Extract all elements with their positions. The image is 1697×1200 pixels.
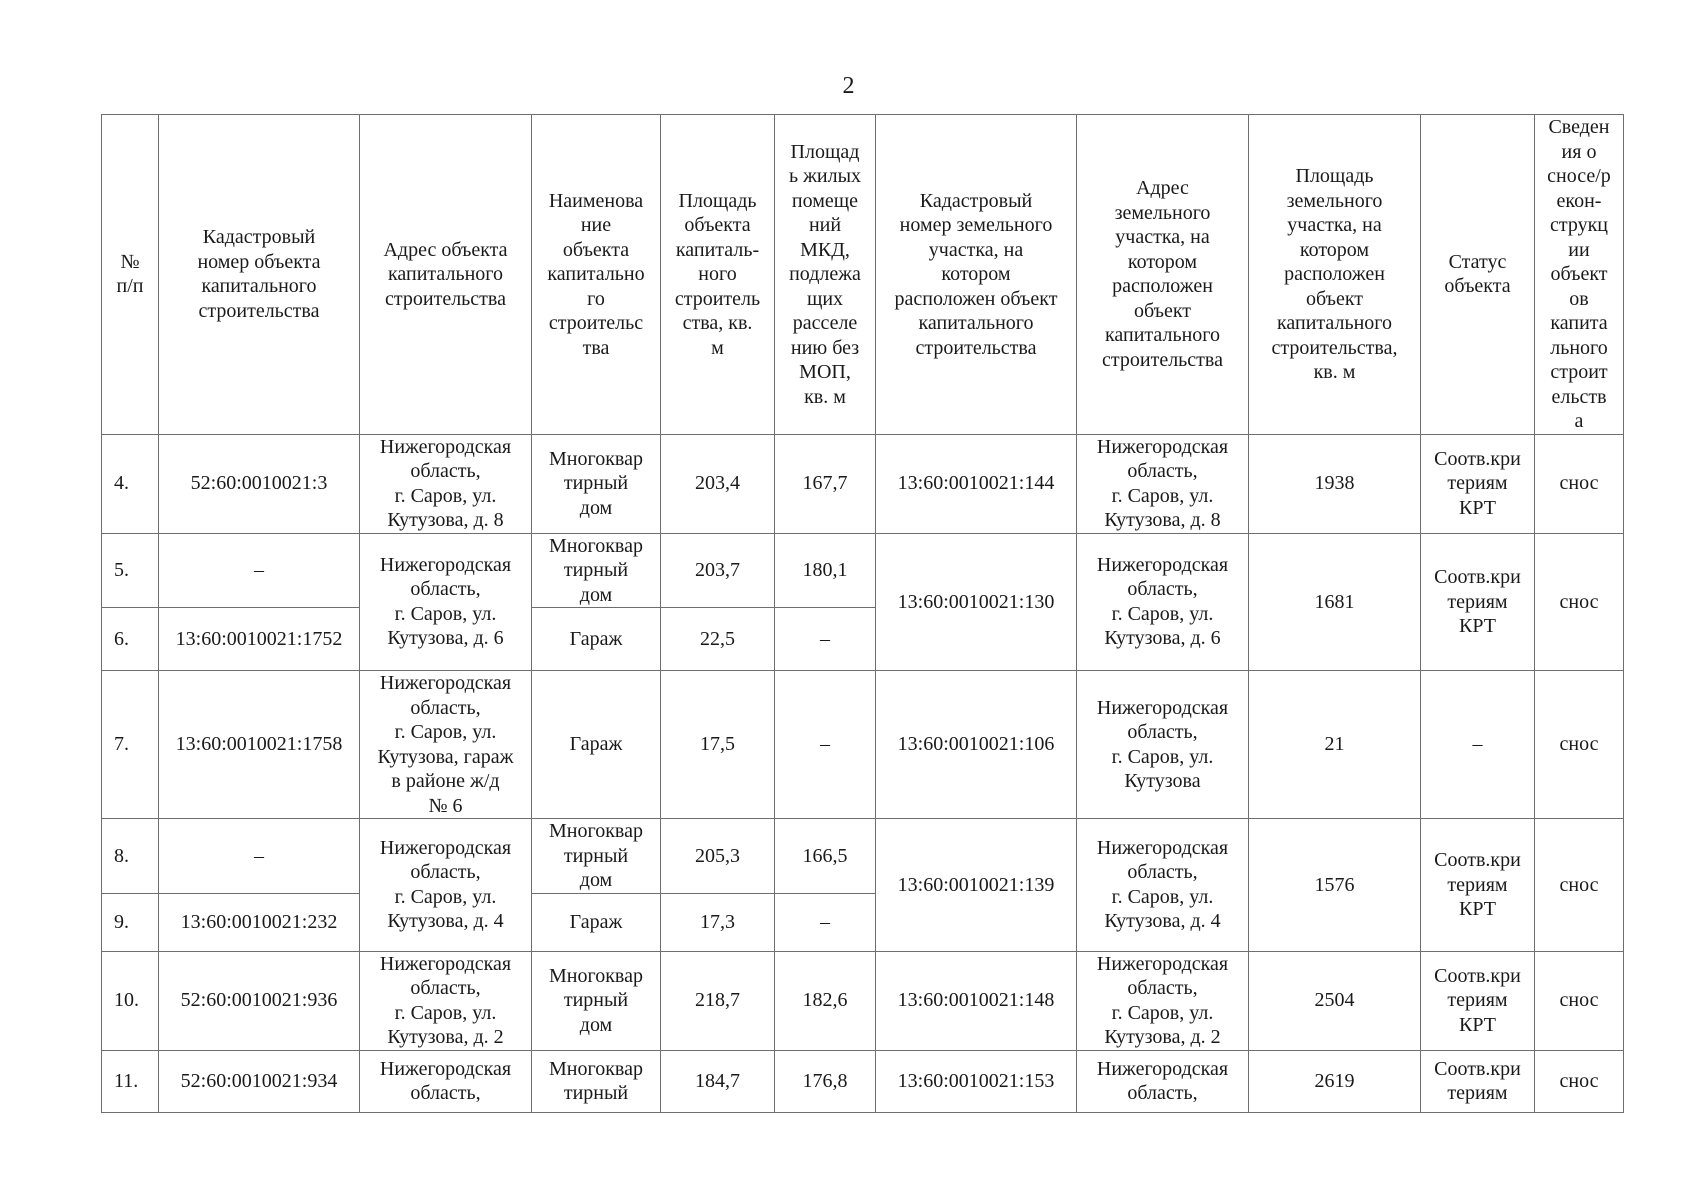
land-area: 1938 — [1249, 434, 1421, 533]
row-number: 4. — [102, 434, 159, 533]
cadastral-number: 13:60:0010021:232 — [159, 893, 360, 951]
object-area: 17,5 — [661, 671, 775, 819]
object-status: Соотв.кри териям — [1421, 1050, 1535, 1112]
table-row — [102, 434, 1624, 533]
living-area: – — [775, 893, 876, 951]
land-area: 1576 — [1249, 819, 1421, 952]
table-row — [102, 671, 1624, 819]
demolition-info: снос — [1535, 819, 1624, 952]
cadastral-number: – — [159, 819, 360, 894]
object-name: Многоквар тирный дом — [532, 533, 661, 608]
objects-table — [101, 114, 1624, 1113]
row-number: 5. — [102, 533, 159, 608]
living-area: – — [775, 608, 876, 671]
row-number: 10. — [102, 951, 159, 1050]
table-row — [102, 1050, 1624, 1112]
object-name: Многоквар тирный дом — [532, 434, 661, 533]
row-number: 8. — [102, 819, 159, 894]
object-address: Нижегородская область, г. Саров, ул. Кутузова, гараж в районе ж/д № 6 — [360, 671, 532, 819]
object-address: Нижегородская область, г. Саров, ул. Кутузова, д. 4 — [360, 819, 532, 952]
demolition-info: снос — [1535, 434, 1624, 533]
header-demolition-info: Сведен ия о сносе/р екон- струкц ии объект ов капита льного строит ельств а — [1535, 115, 1624, 435]
living-area: 167,7 — [775, 434, 876, 533]
object-name: Гараж — [532, 608, 661, 671]
object-area: 218,7 — [661, 951, 775, 1050]
land-address: Нижегородская область, г. Саров, ул. Кутузова — [1077, 671, 1249, 819]
cadastral-number: 13:60:0010021:1752 — [159, 608, 360, 671]
object-address: Нижегородская область, г. Саров, ул. Кутузова, д. 6 — [360, 533, 532, 671]
cadastral-number: 52:60:0010021:934 — [159, 1050, 360, 1112]
object-area: 17,3 — [661, 893, 775, 951]
object-name: Многоквар тирный дом — [532, 819, 661, 894]
row-number: 9. — [102, 893, 159, 951]
header-land-address: Адрес земельного участка, на котором расположен объект капитального строительства — [1077, 115, 1249, 435]
header-object-address: Адрес объекта капитального строительства — [360, 115, 532, 435]
land-area: 2619 — [1249, 1050, 1421, 1112]
cadastral-number: 13:60:0010021:1758 — [159, 671, 360, 819]
header-land-area: Площадь земельного участка, на котором расположен объект капитального строительства, кв. м — [1249, 115, 1421, 435]
header-row — [102, 115, 1624, 435]
land-area: 1681 — [1249, 533, 1421, 671]
object-area: 184,7 — [661, 1050, 775, 1112]
row-number: 7. — [102, 671, 159, 819]
object-name: Гараж — [532, 671, 661, 819]
land-address: Нижегородская область, г. Саров, ул. Кутузова, д. 6 — [1077, 533, 1249, 671]
object-status: Соотв.кри териям КРТ — [1421, 951, 1535, 1050]
object-name: Многоквар тирный дом — [532, 951, 661, 1050]
object-name: Гараж — [532, 893, 661, 951]
object-status: Соотв.кри териям КРТ — [1421, 434, 1535, 533]
row-number: 11. — [102, 1050, 159, 1112]
land-address: Нижегородская область, — [1077, 1050, 1249, 1112]
land-cadastral-number: 13:60:0010021:144 — [876, 434, 1077, 533]
object-name: Многоквар тирный — [532, 1050, 661, 1112]
object-area: 205,3 — [661, 819, 775, 894]
land-address: Нижегородская область, г. Саров, ул. Кутузова, д. 4 — [1077, 819, 1249, 952]
cadastral-number: 52:60:0010021:936 — [159, 951, 360, 1050]
land-cadastral-number: 13:60:0010021:148 — [876, 951, 1077, 1050]
cadastral-number: – — [159, 533, 360, 608]
land-area: 2504 — [1249, 951, 1421, 1050]
land-cadastral-number: 13:60:0010021:139 — [876, 819, 1077, 952]
table-row — [102, 951, 1624, 1050]
header-object-name: Наименова ние объекта капитально го строительс тва — [532, 115, 661, 435]
living-area: – — [775, 671, 876, 819]
row-number: 6. — [102, 608, 159, 671]
demolition-info: снос — [1535, 1050, 1624, 1112]
land-cadastral-number: 13:60:0010021:153 — [876, 1050, 1077, 1112]
living-area: 182,6 — [775, 951, 876, 1050]
object-status: – — [1421, 671, 1535, 819]
object-area: 22,5 — [661, 608, 775, 671]
living-area: 166,5 — [775, 819, 876, 894]
demolition-info: снос — [1535, 671, 1624, 819]
land-cadastral-number: 13:60:0010021:130 — [876, 533, 1077, 671]
header-num: № п/п — [102, 115, 159, 435]
demolition-info: снос — [1535, 951, 1624, 1050]
cadastral-number: 52:60:0010021:3 — [159, 434, 360, 533]
header-object-area: Площадь объекта капиталь- ного строитель ства, кв. м — [661, 115, 775, 435]
object-status: Соотв.кри териям КРТ — [1421, 819, 1535, 952]
demolition-info: снос — [1535, 533, 1624, 671]
object-status: Соотв.кри териям КРТ — [1421, 533, 1535, 671]
land-address: Нижегородская область, г. Саров, ул. Кутузова, д. 8 — [1077, 434, 1249, 533]
object-address: Нижегородская область, г. Саров, ул. Кутузова, д. 2 — [360, 951, 532, 1050]
header-cadastral-number: Кадастровый номер объекта капитального строительства — [159, 115, 360, 435]
living-area: 176,8 — [775, 1050, 876, 1112]
land-area: 21 — [1249, 671, 1421, 819]
table-row — [102, 819, 1624, 894]
object-area: 203,4 — [661, 434, 775, 533]
living-area: 180,1 — [775, 533, 876, 608]
header-living-area: Площад ь жилых помеще ний МКД, подлежа щих расселе нию без МОП, кв. м — [775, 115, 876, 435]
object-area: 203,7 — [661, 533, 775, 608]
table-row — [102, 533, 1624, 608]
object-address: Нижегородская область, — [360, 1050, 532, 1112]
page-number: 2 — [842, 73, 855, 99]
header-land-cadastral-number: Кадастровый номер земельного участка, на котором расположен объект капитального строительства — [876, 115, 1077, 435]
header-status: Статус объекта — [1421, 115, 1535, 435]
object-address: Нижегородская область, г. Саров, ул. Кутузова, д. 8 — [360, 434, 532, 533]
land-address: Нижегородская область, г. Саров, ул. Кутузова, д. 2 — [1077, 951, 1249, 1050]
land-cadastral-number: 13:60:0010021:106 — [876, 671, 1077, 819]
